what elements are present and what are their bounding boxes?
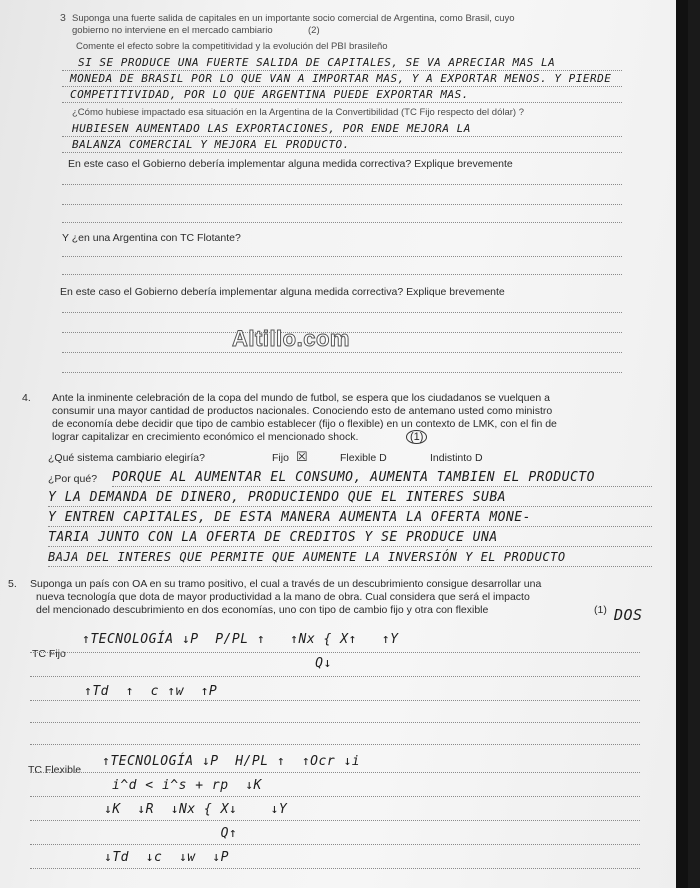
q4-text-line1: Ante la inminente celebración de la copa del mundo de futbol, se espera que los ciudadanos se vuelquen a xyxy=(52,392,550,404)
q4-text-line2: consumir una mayor cantidad de productos nacionales. Conociendo esto de antemano usted como ministro xyxy=(52,405,553,417)
q5-flex-line1: ↑TECNOLOGÍA ↓P H/PL ↑ ↑Ocr ↓i xyxy=(102,754,361,769)
q3-prompt-d: Y ¿en una Argentina con TC Flotante? xyxy=(62,232,241,244)
q4-answer-line3: Y ENTREN CAPITALES, DE ESTA MANERA AUMENTA LA OFERTA MONE- xyxy=(48,510,531,525)
q3-intro-mark: (2) xyxy=(308,25,320,36)
q4-text-line3: de economía debe decidir que tipo de cambio establecer (fijo o flexible) en un contexto de LMK, con el fin de xyxy=(52,418,557,430)
q5-text-line2: nueva tecnología que dota de mayor productividad a la mano de obra. Cual considera que será el impacto xyxy=(36,591,530,603)
q3-answer-b-line1: HUBIESEN AUMENTADO LAS EXPORTACIONES, POR ENDE MEJORA LA xyxy=(72,122,471,135)
q4-why: ¿Por qué? xyxy=(48,473,98,485)
q3-answer-a-line1: SI SE PRODUCE UNA FUERTE SALIDA DE CAPITALES, SE VA APRECIAR MAS LA xyxy=(78,56,556,69)
q5-flex-label: TC Flexible xyxy=(28,764,82,776)
watermark: Altillo.com xyxy=(232,326,350,351)
q5-score: DOS xyxy=(614,606,643,624)
q5-mark: (1) xyxy=(594,604,607,616)
q4-option-fijo: Fijo xyxy=(272,452,289,464)
q4-answer-line1: PORQUE AL AUMENTAR EL CONSUMO, AUMENTA TAMBIEN EL PRODUCTO xyxy=(112,470,595,485)
q4-answer-line2: Y LA DEMANDA DE DINERO, PRODUCIENDO QUE EL INTERES SUBA xyxy=(48,490,506,505)
q5-text-line3: del mencionado descubrimiento en dos economías, uno con tipo de cambio fijo y otra con flexible xyxy=(36,604,489,616)
q3-intro-line2: gobierno no interviene en el mercado cambiario xyxy=(72,25,273,36)
q3-answer-a-line3: COMPETITIVIDAD, POR LO QUE ARGENTINA PUEDE EXPORTAR MAS. xyxy=(70,88,469,101)
q5-fijo-line2: Q↓ xyxy=(82,656,332,671)
q5-fijo-line3: ↑Td ↑ c ↑w ↑P xyxy=(84,684,218,699)
q4-option-flexible[interactable]: Flexible D xyxy=(340,452,387,464)
q4-number: 4. xyxy=(22,392,31,404)
q3-number: 3 xyxy=(60,12,66,24)
q4-answer-line4: TARIA JUNTO CON LA OFERTA DE CREDITOS Y SE PRODUCE UNA xyxy=(48,530,498,545)
q5-fijo-line1: ↑TECNOLOGÍA ↓P P/PL ↑ ↑Nx { X↑ ↑Y xyxy=(82,632,399,647)
q4-option-indistinto[interactable]: Indistinto D xyxy=(430,452,483,464)
q3-intro-line1: Suponga una fuerte salida de capitales en un importante socio comercial de Argentina, como Brasil, cuyo xyxy=(72,13,515,24)
q5-flex-line4: Q↑ xyxy=(104,826,238,841)
q3-answer-a-line2: MONEDA DE BRASIL POR LO QUE VAN A IMPORTAR MAS, Y A EXPORTAR MENOS. Y PIERDE xyxy=(70,72,612,85)
q5-fijo-label: TC Fijo xyxy=(32,648,66,660)
q4-mark: (1) xyxy=(406,430,427,444)
q4-text-line4: lograr capitalizar en crecimiento económico el mencionado shock. xyxy=(52,431,359,443)
q3-answer-b-line2: BALANZA COMERCIAL Y MEJORA EL PRODUCTO. xyxy=(72,138,350,151)
q3-prompt-e: En este caso el Gobierno debería implementar alguna medida correctiva? Explique brevemente xyxy=(60,286,505,298)
q4-answer-line5: BAJA DEL INTERES QUE PERMITE QUE AUMENTE LA INVERSIÓN Y EL PRODUCTO xyxy=(48,550,566,564)
q5-number: 5. xyxy=(8,578,17,590)
q5-text-line1: Suponga un país con OA en su tramo positivo, el cual a través de un descubrimiento consigue desarrollar una xyxy=(30,578,542,590)
q5-flex-line3: ↓K ↓R ↓Nx { X↓ ↓Y xyxy=(104,802,288,817)
q4-option-fijo-checkbox[interactable]: ☒ xyxy=(296,449,308,464)
q3-prompt-b: ¿Cómo hubiese impactado esa situación en la Argentina de la Convertibilidad (TC Fijo respecto del dólar) ? xyxy=(72,107,525,118)
q3-prompt-a: Comente el efecto sobre la competitividad y la evolución del PBI brasileño xyxy=(76,41,388,52)
q4-choice-prompt: ¿Qué sistema cambiario elegiría? xyxy=(48,452,205,464)
q5-flex-line5: ↓Td ↓c ↓w ↓P xyxy=(104,850,229,865)
q5-flex-line2: i^d < i^s + rp ↓K xyxy=(112,778,262,793)
page-edge-shadow xyxy=(676,0,688,888)
q3-prompt-c: En este caso el Gobierno debería implementar alguna medida correctiva? Explique brevemente xyxy=(68,158,513,170)
